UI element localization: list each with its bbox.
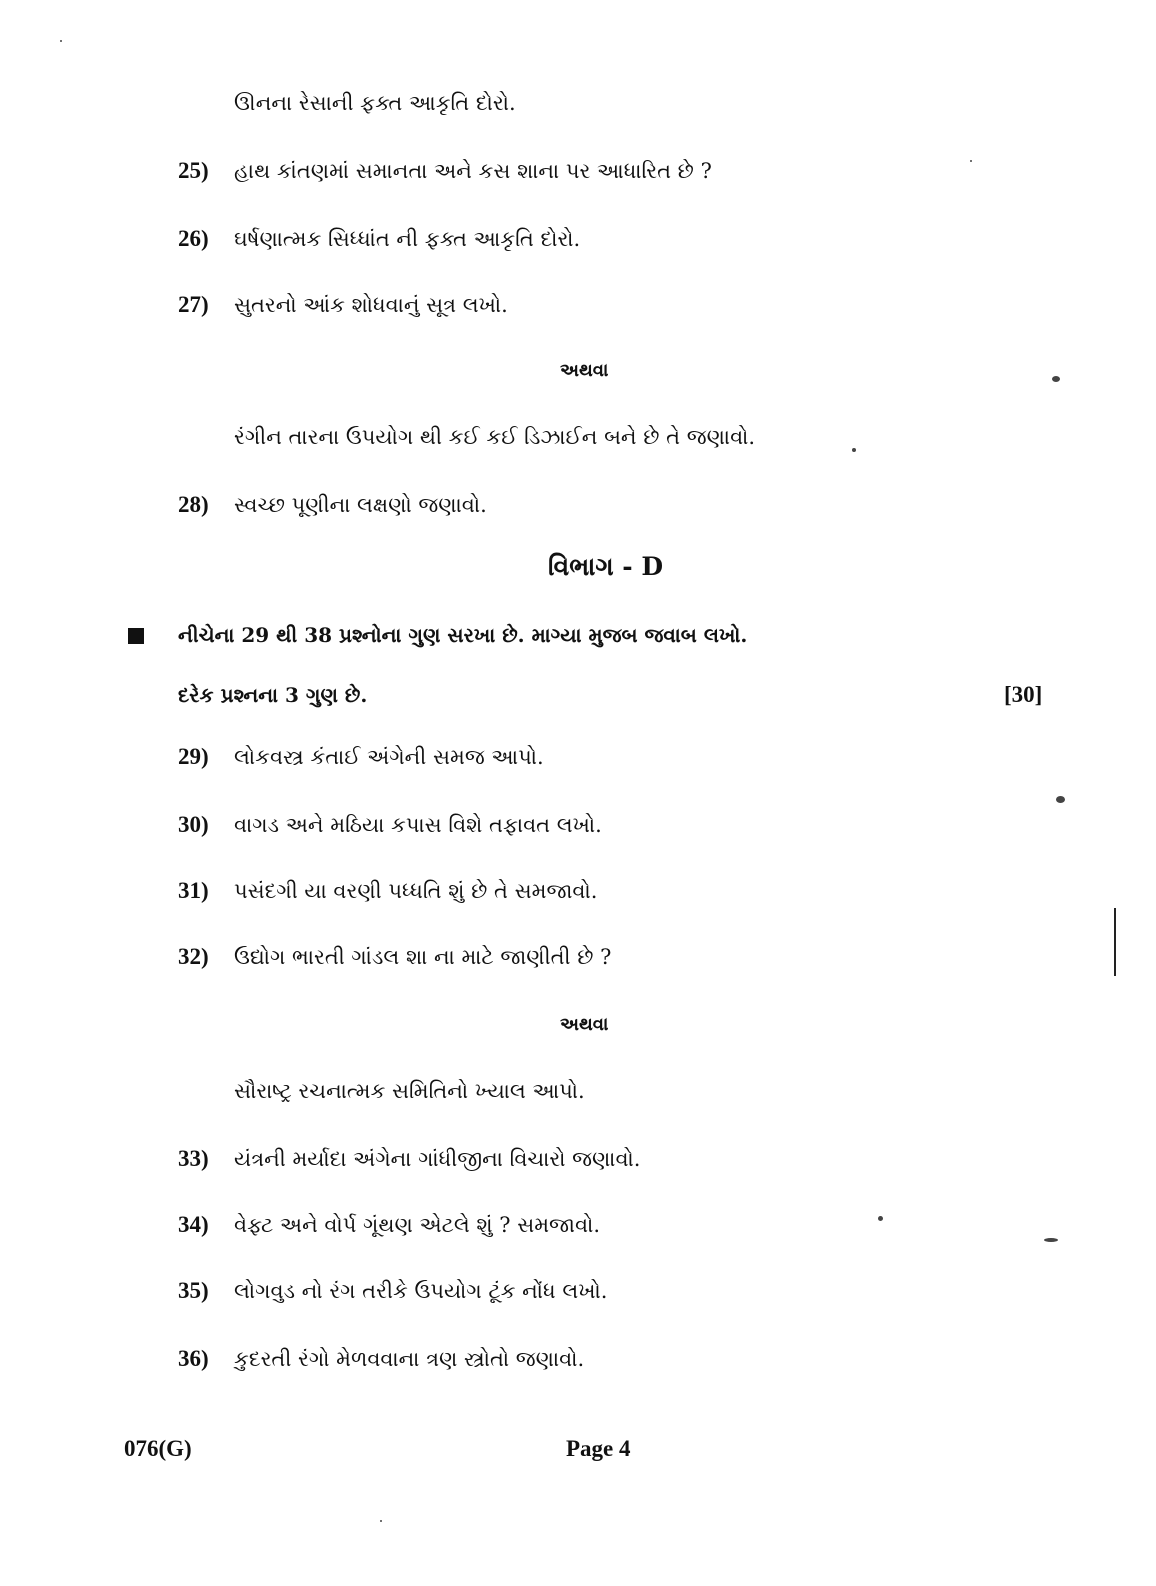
bullet-square-icon [128, 628, 144, 644]
footer-page-number: Page 4 [566, 1436, 631, 1461]
scan-speck [380, 1520, 382, 1522]
scan-speck [1056, 796, 1065, 803]
question-26 [178, 224, 580, 254]
footer-code: 076(G) [124, 1436, 192, 1461]
question-text: વેફ્ટ અને વોર્પ ગૂંથણ એટલે શું ? સમજાવો. [234, 1213, 600, 1237]
question-number: 30) [178, 812, 209, 837]
question-text: હાથ કાંતણમાં સમાનતા અને કસ શાના પર આધારિત છે ? [234, 159, 712, 183]
scan-speck [852, 448, 856, 452]
question-number: 28) [178, 492, 209, 517]
question-33 [178, 1144, 640, 1174]
alternative-27: રંગીન તારના ઉપયોગ થી કઈ કઈ ડિઝાઈન બને છે તે જણાવો. [234, 425, 756, 449]
or-label-2: અથવા [560, 1014, 609, 1035]
scan-speck [878, 1216, 883, 1221]
question-text: યંત્રની મર્યાદા અંગેના ગાંધીજીના વિચારો જણાવો. [234, 1147, 641, 1171]
section-d-marks: [30] [1004, 682, 1043, 707]
question-text: સ્વચ્છ પૂણીના લક્ષણો જણાવો. [234, 493, 487, 517]
question-31 [178, 876, 597, 906]
intro-line: ઊનના રેસાની ફક્ત આકૃતિ દોરો. [234, 91, 516, 115]
question-30 [178, 810, 602, 840]
question-35 [178, 1276, 607, 1306]
question-number: 32) [178, 944, 209, 969]
section-d-instruction-1: નીચેના 29 થી 38 પ્રશ્નોના ગુણ સરખા છે. માગ્યા મુજબ જવાબ લખો. [178, 623, 748, 647]
scan-edge-line [1114, 908, 1116, 976]
question-25 [178, 156, 712, 186]
question-number: 36) [178, 1346, 209, 1371]
section-d-instruction-2: દરેક પ્રશ્નના 3 ગુણ છે. [178, 683, 368, 707]
question-29 [178, 742, 544, 772]
scan-speck [1052, 376, 1060, 382]
question-36 [178, 1344, 584, 1374]
question-number: 29) [178, 744, 209, 769]
question-text: લોકવસ્ત્ર કંતાઈ અંગેની સમજ આપો. [234, 745, 544, 769]
question-text: લોગવુડ નો રંગ તરીકે ઉપયોગ ટૂંક નોંધ લખો. [234, 1279, 608, 1303]
or-label-1: અથવા [560, 360, 609, 381]
question-number: 35) [178, 1278, 209, 1303]
question-27 [178, 290, 508, 320]
scan-speck [60, 40, 62, 42]
question-number: 25) [178, 158, 209, 183]
question-text: ઘર્ષણાત્મક સિધ્ધાંત ની ફક્ત આકૃતિ દોરો. [234, 227, 581, 251]
question-32 [178, 942, 611, 972]
question-text: વાગડ અને મઠિયા કપાસ વિશે તફાવત લખો. [234, 813, 602, 837]
question-34 [178, 1210, 600, 1240]
question-28 [178, 490, 487, 520]
question-text: ઉદ્યોગ ભારતી ગાંડલ શા ના માટે જાણીતી છે ? [234, 945, 612, 969]
question-number: 27) [178, 292, 209, 317]
scan-speck [970, 160, 972, 162]
question-number: 26) [178, 226, 209, 251]
question-number: 33) [178, 1146, 209, 1171]
question-number: 31) [178, 878, 209, 903]
alternative-32: સૌરાષ્ટ્ર રચનાત્મક સમિતિનો ખ્યાલ આપો. [234, 1079, 585, 1103]
question-text: કુદરતી રંગો મેળવવાના ત્રણ સ્ત્રોતો જણાવો. [234, 1347, 585, 1371]
question-text: પસંદગી યા વરણી પધ્ધતિ શું છે તે સમજાવો. [234, 879, 598, 903]
question-text: સુતરનો આંક શોધવાનું સૂત્ર લખો. [234, 293, 508, 317]
question-number: 34) [178, 1212, 209, 1237]
section-d-title: વિભાગ - D [548, 552, 664, 581]
scan-speck [1044, 1238, 1058, 1242]
